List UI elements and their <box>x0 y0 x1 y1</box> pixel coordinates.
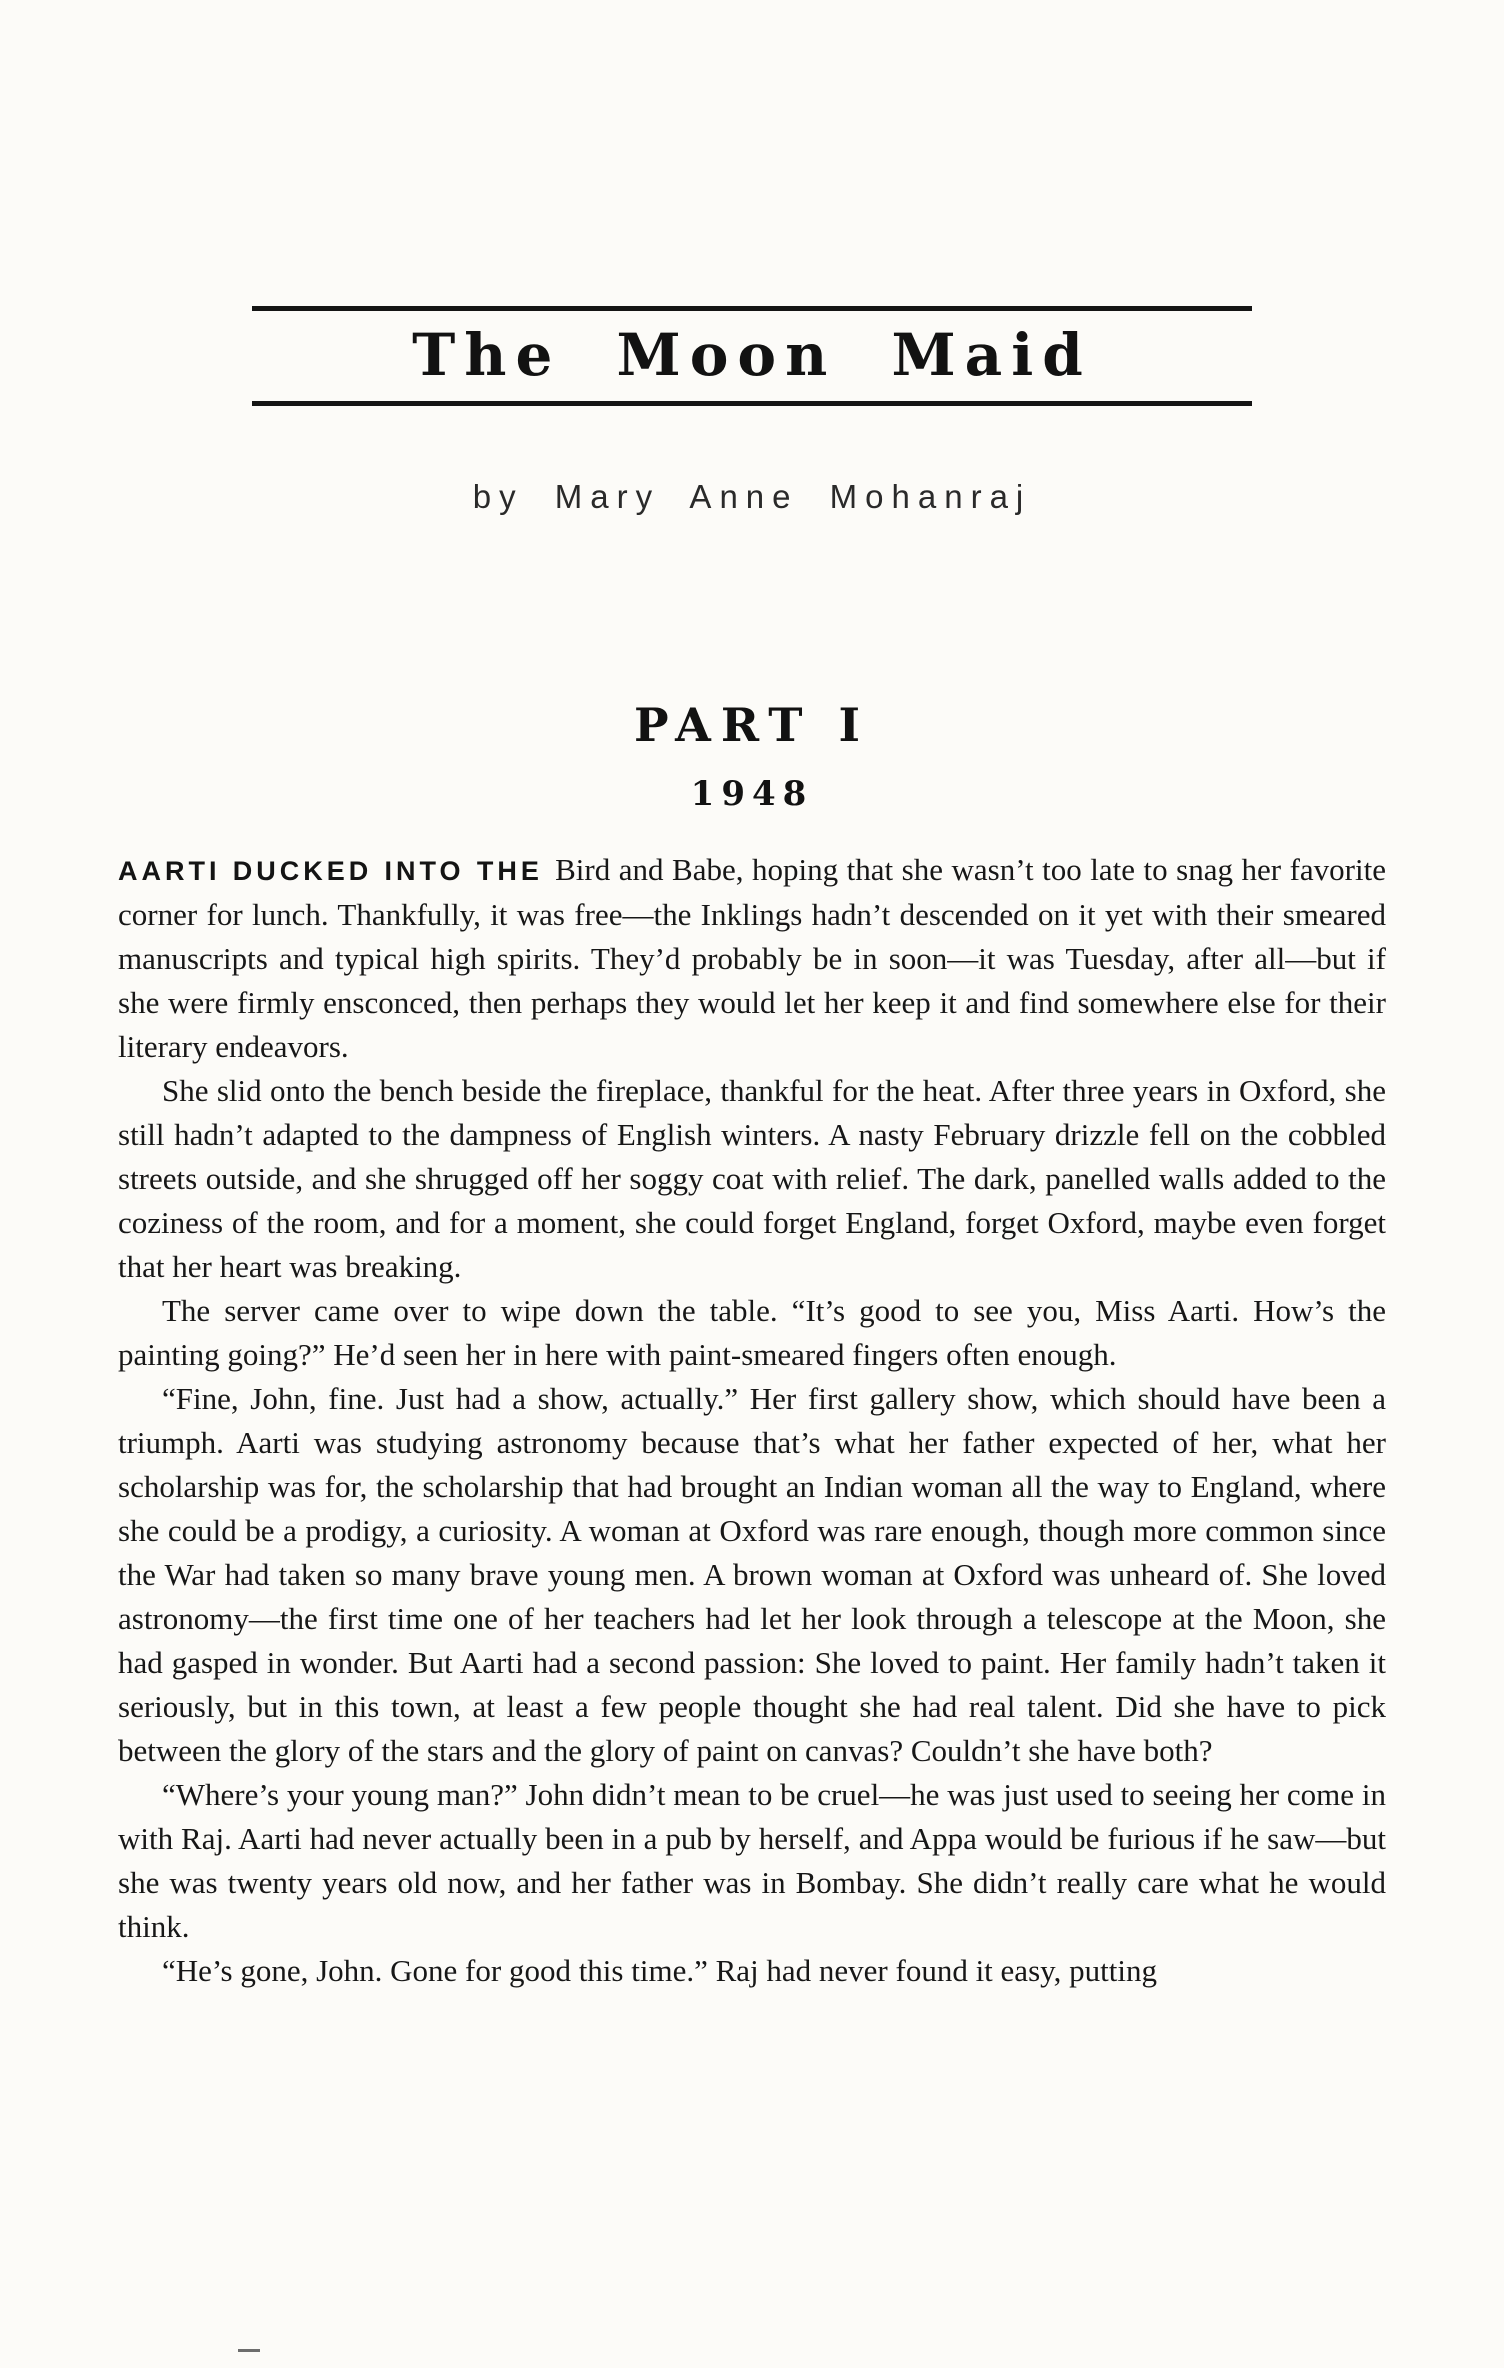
paragraph: “Fine, John, fine. Just had a show, actually.” Her first gallery show, which should have been a triumph. Aarti was studying astronomy because that’s what her father expected of her, what her scholarship was for, the scholarship that had brought an Indian woman all the way to England, where she could be a prodigy, a curiosity. A woman at Oxford was rare enough, though more common since the War had taken so many brave young men. A brown woman at Oxford was unheard of. She loved astronomy—the first time one of her teachers had let her look through a telescope at the Moon, she had gasped in wonder. But Aarti had a second passion: She loved to paint. Her family hadn’t taken it seriously, but in this town, at least a few people thought she had real talent. Did she have to pick between the glory of the stars and the glory of paint on canvas? Couldn’t she have both? <box>118 1381 1386 1768</box>
title-rule-bottom <box>252 401 1252 406</box>
title-rule-top <box>252 306 1252 311</box>
byline: by Mary Anne Mohanraj <box>472 478 1032 515</box>
paragraph: “Where’s your young man?” John didn’t mean to be cruel—he was just used to seeing her come in with Raj. Aarti had never actually been in a pub by herself, and Appa would be furious if he saw—but she was twenty years old now, and her father was in Bombay. She didn’t really care what he would think. <box>118 1777 1386 1944</box>
part-heading: PART I <box>633 698 871 752</box>
scan-artifact <box>238 2349 260 2352</box>
paragraph: “He’s gone, John. Gone for good this time.” Raj had never found it easy, putting <box>162 1953 1157 1988</box>
year-heading: 1948 <box>690 774 814 814</box>
story-text <box>118 848 1386 1993</box>
title-block <box>252 0 1252 406</box>
paragraph: She slid onto the bench beside the fireplace, thankful for the heat. After three years in Oxford, she still hadn’t adapted to the dampness of English winters. A nasty February drizzle fell on the cobbled streets outside, and she shrugged off her soggy coat with relief. The dark, panelled walls added to the coziness of the room, and for a moment, she could forget England, forget Oxford, maybe even forget that her heart was breaking. <box>118 1073 1386 1284</box>
lead-in-caps: AARTI DUCKED INTO THE <box>118 856 556 886</box>
paragraph: The server came over to wipe down the table. “It’s good to see you, Miss Aarti. How’s the painting going?” He’d seen her in here with paint-smeared fingers often enough. <box>118 1293 1386 1372</box>
page-title: The Moon Maid <box>412 321 1092 389</box>
paragraph: AARTI DUCKED INTO THE Bird and Babe, hoping that she wasn’t too late to snag her favorite corner for lunch. Thankfully, it was free—the Inklings hadn’t descended on it yet with their smeared manuscripts and typical high spirits. They’d probably be in soon—it was Tuesday, after all—but if she were firmly ensconced, then perhaps they would let her keep it and find somewhere else for their literary endeavors. <box>118 852 1386 1064</box>
